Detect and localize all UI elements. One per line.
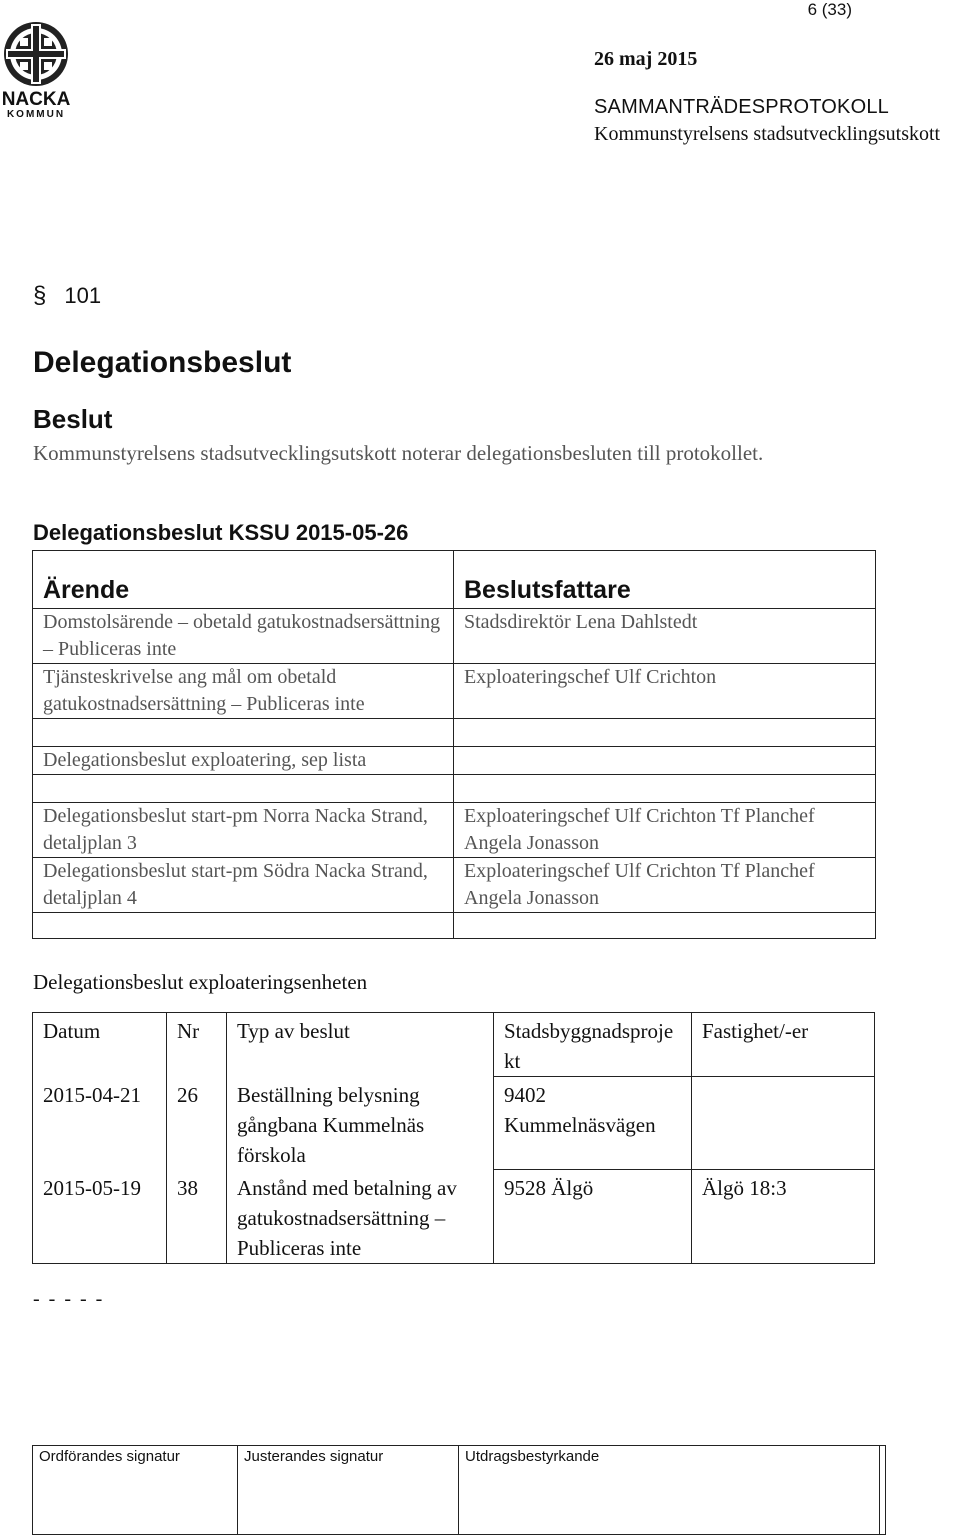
column-header-decider: Beslutsfattare [454, 551, 876, 609]
header-project: Stadsbyggnadsprojekt [494, 1013, 692, 1077]
section-symbol: § [33, 282, 47, 309]
list-heading: Delegationsbeslut KSSU 2015-05-26 [33, 520, 409, 545]
unit-table-title: Delegationsbeslut exploateringsenheten [33, 970, 368, 994]
section-title: Delegationsbeslut [33, 346, 292, 379]
matter-cell [33, 913, 454, 939]
row-number: 38 [167, 1170, 227, 1264]
extract-certifier-box: Utdragsbestyrkande [459, 1446, 880, 1535]
decider-cell [454, 719, 876, 747]
row-project: 9402 Kummelnäsvägen [494, 1077, 692, 1170]
header-decision-type: Typ av beslut [227, 1013, 494, 1077]
logo-wordmark: NACKA [1, 89, 71, 110]
table-row [33, 1170, 875, 1264]
row-decision-type: Beställning belysning gångbana Kummelnäs förskola [227, 1077, 494, 1170]
adjuster-signature-box: Justerandes signatur [238, 1446, 459, 1535]
matter-cell: Delegationsbeslut start-pm Norra Nacka Strand, detaljplan 3 [33, 803, 454, 858]
decider-cell: Stadsdirektör Lena Dahlstedt [454, 609, 876, 664]
row-number: 26 [167, 1077, 227, 1170]
paragraph-number [33, 282, 101, 310]
matter-cell: Delegationsbeslut exploatering, sep lista [33, 747, 454, 775]
matter-cell [33, 775, 454, 803]
matter-cell [33, 719, 454, 747]
column-header-matter: Ärende [33, 551, 454, 609]
table-row [33, 1077, 875, 1170]
chair-signature-box: Ordförandes signatur [33, 1446, 238, 1535]
section-number: 101 [64, 283, 102, 308]
matter-cell: Tjänsteskrivelse ang mål om obetald gatukostnadsersättning – Publiceras inte [33, 664, 454, 719]
decider-cell: Exploateringschef Ulf Crichton [454, 664, 876, 719]
committee-name: Kommunstyrelsens stadsutvecklingsutskott [594, 123, 941, 145]
header-date: Datum [33, 1013, 167, 1077]
decision-text: Kommunstyrelsens stadsutvecklingsutskott noterar delegationsbesluten till protokollet. [33, 441, 764, 465]
unit-decisions-table [32, 1012, 875, 1264]
page-number: 6 (33) [807, 0, 852, 19]
delegation-table [32, 550, 876, 939]
decider-cell: Exploateringschef Ulf Crichton Tf Planchef Angela Jonasson [454, 858, 876, 913]
header-property: Fastighet/-er [692, 1013, 875, 1077]
matter-cell: Delegationsbeslut start-pm Södra Nacka Strand, detaljplan 4 [33, 858, 454, 913]
logo-subtitle: KOMMUN [6, 109, 66, 120]
row-date: 2015-05-19 [33, 1170, 167, 1264]
decider-cell: Exploateringschef Ulf Crichton Tf Planchef Angela Jonasson [454, 803, 876, 858]
row-project: 9528 Älgö [494, 1170, 692, 1264]
footer-edge [880, 1446, 886, 1535]
decider-cell [454, 913, 876, 939]
protocol-title: SAMMANTRÄDESPROTOKOLL [594, 96, 890, 118]
meeting-date: 26 maj 2015 [594, 48, 698, 70]
decision-heading: Beslut [33, 404, 113, 434]
row-property [692, 1077, 875, 1170]
decider-cell [454, 775, 876, 803]
signature-footer [32, 1445, 886, 1535]
row-date: 2015-04-21 [33, 1077, 167, 1170]
nacka-kommun-logo [0, 18, 72, 122]
header-number: Nr [167, 1013, 227, 1077]
matter-cell: Domstolsärende – obetald gatukostnadsersättning – Publiceras inte [33, 609, 454, 664]
row-decision-type: Anstånd med betalning av gatukostnadsersättning – Publiceras inte [227, 1170, 494, 1264]
row-property: Älgö 18:3 [692, 1170, 875, 1264]
decider-cell [454, 747, 876, 775]
end-marker: - - - - - [33, 1288, 105, 1310]
